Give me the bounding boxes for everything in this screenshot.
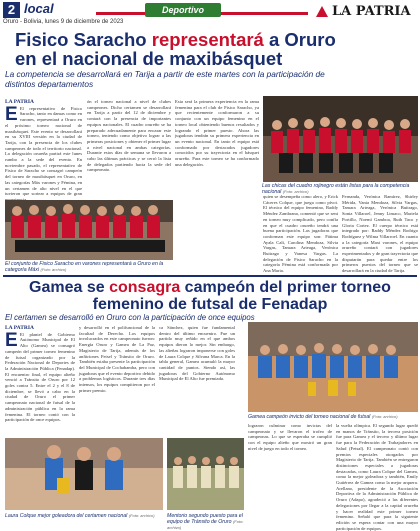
story2-photo-transito [167, 438, 244, 510]
story2-column-2: y desarrolló en el polifuncional de la facultad de Derecho. Los equipos involucrados en este campeonato fueron: Energía Oruro y Gamea de La Paz, Magisterio de Tarija, además de los anfitriones Fetsel y Tránsito de Oruro. También estaba presente la participación del Municipal de Cochabamba, pero con jugadoras que el evento deportivo debido a problemas logísticos. Durante tres días intensos, los equipos compitieron por el primer premio. [79, 325, 155, 393]
story2-column-5: la vuelta olímpica. El segundo lugar quedó en manos de Tránsito, la tercera posición fue para Gamea y el tercero y último lugar fue para la Federación de Trabajadores en Salud (Fetsal). El campeonato contó con premios especiales otorgados por Magisterio de Tarija. También se entregaron distinciones especiales a jugadoras destacadas, como Laura Colque del Gamea, como la mejor goleadora y también, Emily Gutiérrez de Gamea como la mejor arquera. Arellano, presidente de la Asociación Deportiva de la Administración Pública de Oruro (Adapo), agradeció a las diferentes delegaciones por llegar a la capital orureña y hacer realidad este primer torneo femenino. Señaló que para la siguiente edición se espera contar con una mayor participación de equipos. [336, 423, 418, 531]
story2-column-4: lograron culminar como invictas del campeonato y se llevaron el trofeo de campeonas. Lo que se esperaba se cumplió con el equipo alteño que mostró un gran nivel de juego en todo el torneo. [248, 423, 332, 451]
logo-mark-icon [316, 6, 328, 17]
story2-photo3-caption: Mentorio segundo puesto para el equipo de Tránsito de Oruro (Foto: archivo) [167, 513, 244, 530]
story1-column-4: quien se desempeña como alero, y Erick Cáceres Colque, que juega como pívot. El técnico del equipo femenino, Raddy Méndez Zambrana, comentó que se sent en torneo muy complicado, pero confía en que el cuadro orureño tendrá una buena participación. Las jugadoras que conforman este equipo son: Fátima Ayala Cali, Carolina Mendoza, Silvia Vargas, Tamara Arteaga, Verónica Buitrago y Vanesa Vargas. La delegación de Fisico Saracho en la categoría Fémina está conformada por Ana Maria. [263, 194, 338, 274]
logo-text: LA PATRIA [332, 4, 411, 19]
page-header [0, 0, 420, 28]
story1-column-3: Esta será la primera experiencia en la rama femenina para el club de Fisico Saracho, ya que recientemente conformaron a su conjunto con un equipo femenino en el torneo local obteniendo buenos resultados y logrando el primer puesto. Ahora las jugadoras tendrán su primera experiencia en un evento nacional. En tanto el equipo está conformado por destacados jugadores conocidos por su trayectoria en el básquet orureño. Para este torneo se ha conformado una delegación. [175, 99, 259, 167]
story1-column-3b [175, 197, 259, 271]
story2-column-1: LA PATRIA E El plantel de Gobierno Autónomo Municipal de El Alto (Gamea) se consagró campeón del primer torneo femenino de futsal organizado por la Federación Nacional de Deportes de la Administración Pública (Fenadap). El encuentro final, el equipo alteño venció a Tránsito de Oruro por 12 goles contra 5. Entre el 2 y el 8 de diciembre, se llevó a cabo en la ciudad de Oruro el primer campeonato nacional de futsal de la administración pública en la rama femenina. El torneo contó con la participación de once equipos. [5, 325, 75, 423]
story1-photo-caption: El conjunto de Fisico Saracho en varones representará a Oruro en la categoría Máxi (Foto: archivo) [5, 261, 164, 273]
story2-photo2-caption: Laura Colque mejor goleadora del certamen nacional (Foto: archivo) [5, 513, 155, 519]
story1-subhead: La competencia se desarrollará en Tarija a partir de este martes con la participación de distintos departamentos [5, 69, 325, 89]
section-title: local [24, 1, 54, 16]
story1-column-5: Fernanda, Verónica Ramírez, Shirley Mérida, Vania Mendoza, Silvia Vargas, Tamara Arteaga, Verónica Buitrago, Sonia Villaroel, Jenny Limaco, Mariela Portillo, Noemí Gamboa, Ruth Taco y Gloria Cortez. El cuerpo técnico está integrado por: Raddy Méndez Rodrigo Rodríguez y Wilma Villarroel. En cuanto a la categoría Maxi varones, el equipo orureño contará con jugadores experimentados y de gran trayectoria que disputarán para quedar entre los primeros puestos del torneo que se desarrollará en la ciudad de Tarija. [342, 194, 418, 274]
section-tag: Deportivo [145, 3, 221, 17]
story1-column-2: ón el torneo nacional a nivel de clubes campeones. Dicho certamen se desarrollará en Tarija a partir del 12 de diciembre y contará con la presencia de importantes equipos nacionales. El cuadro orureño se ha preparado adecuadamente para encarar este torneo, teniendo como objetivo lograr a las primeras posiciones y obtener el primer lugar a nivel nacional en ambas categorías. Durante estos días de semana se llevaron a cabo las últimas prácticas y se cerró la lista de delegados partiendo hacia la sede del campeonato. [87, 99, 171, 173]
dateline: Oruro - Bolivia, lunes 9 de diciembre de 2023 [3, 19, 124, 25]
story1-photo2-caption: Las chicas del cuadro rojinegro están listas para la competencia nacional (Foto: archivo) [262, 183, 410, 195]
story-divider [3, 275, 417, 277]
story2-subhead: El certamen se desarrolló en Oruro con la participación de once equipos [5, 313, 255, 322]
story1-headline: Fisico Saracho representará a Oruro en el nacional de maxibásquet [15, 29, 336, 69]
story2-photo-scorer [5, 438, 163, 510]
story2-photo-team [248, 322, 418, 412]
newspaper-logo [316, 3, 417, 20]
story2-photo-caption: Gamea campeón invicto del torneo nacional de futsal (Foto: archivo) [248, 414, 398, 420]
page-number: 2 [3, 2, 20, 18]
story1-column-1: LA PATRIA E El representativo de Fisico Saracho, tanto en damas como en varones, representará a Oruro en el próximo torneo nacional de maxibásquet. Este evento se desarrollará en su XVIII versión en la ciudad de Tarija, con la presencia de los clubes campeones de todo el territorio nacional. La delegación orureña partirá este lunes rumbo a la sede del evento. En noviembre pasado, el representativo de Fisico de Saracho se consagró campeón del torneo de maxibásquet en Oruro, en las categorías Máx varones y Fémina, en un certamen de alto nivel en el que tuvieron que sortear a equipos de gran [5, 99, 82, 197]
story2-headline: Gamea se consagra campeón del primer torneo femenino de futsal de Fenadap [29, 279, 391, 313]
story2-column-3: ca Sánchez, quien fue fundamental dentro del último encuentro. Fue un partido muy reñido en el que ambos equipos dieron lo mejor. Sin embargo, las alteñas lograron imponerse con goles de Laura Colque y Silvana Marca. En la tabla general, Gamea acumuló la mayor cantidad de puntos. Siendo así, las jugadoras del Gobierno Autónomo Municipal de El Alto fue premiada. [159, 325, 235, 382]
story1-photo-women [263, 96, 418, 182]
story1-photo-men [5, 200, 173, 260]
